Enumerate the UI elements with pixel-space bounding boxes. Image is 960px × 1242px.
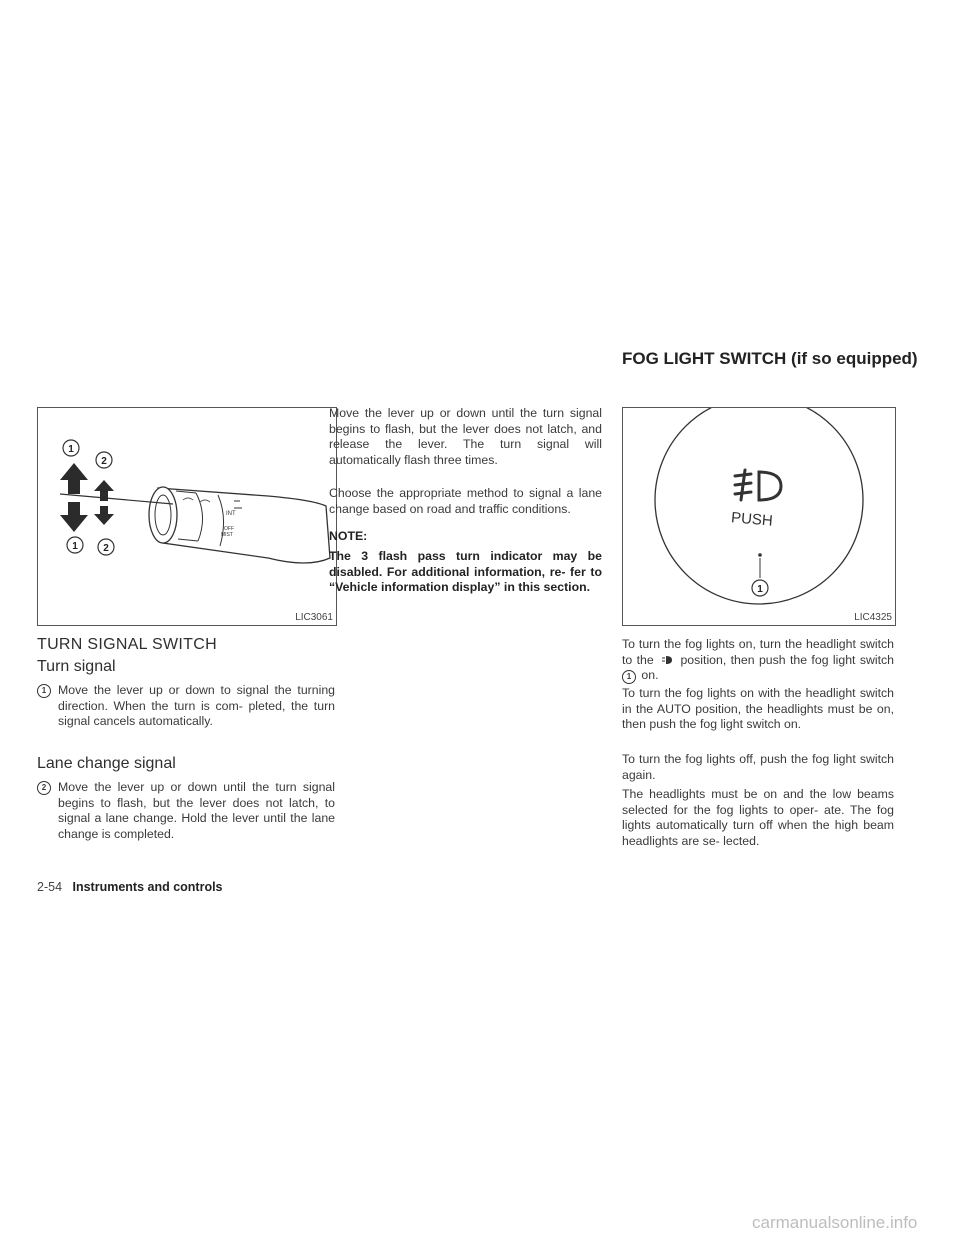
arrow-down-small-icon xyxy=(94,506,114,525)
callout-up-2: 2 xyxy=(101,456,107,467)
fog-on-paragraph xyxy=(622,637,894,684)
lane-change-item xyxy=(37,780,335,842)
fog-on-text-a: To turn the fog lights on, turn the headlight switch to the xyxy=(622,637,894,667)
section-title: FOG LIGHT SWITCH (if so equipped) xyxy=(622,349,918,368)
turn-signal-switch-heading: TURN SIGNAL SWITCH xyxy=(37,636,217,653)
lane-change-item-marker: 2 xyxy=(37,781,51,795)
mist-label: MIST xyxy=(221,532,233,538)
turn-signal-figure xyxy=(37,407,337,626)
lane-change-item-text: Move the lever up or down until the turn signal begins to flash, but the lever does not latch, to signal a lane change. Hold the lever until the lane change is completed. xyxy=(58,780,335,841)
off-label: OFF xyxy=(224,526,234,532)
page-footer xyxy=(37,878,223,896)
page-number: 2-54 xyxy=(37,880,63,894)
turn-signal-item-marker: 1 xyxy=(37,684,51,698)
arrow-down-large-icon xyxy=(60,502,88,532)
fog-off-paragraph: To turn the fog lights off, push the fog light switch again. xyxy=(622,752,894,782)
callout-fog-1: 1 xyxy=(757,584,763,595)
turn-signal-item-text: Move the lever up or down to signal the turning direction. When the turn is com- pleted, the turn signal cancels automatically. xyxy=(58,683,335,729)
turn-signal-item xyxy=(37,683,335,730)
lane-change-paragraph: Move the lever up or down until the turn signal begins to flash, but the lever does not latch, and release the lever. The turn signal will automatically flash three times. xyxy=(329,406,602,467)
callout-up-1: 1 xyxy=(68,444,74,455)
figure-code-right: LIC4325 xyxy=(854,612,892,623)
fog-light-button-illustration xyxy=(623,408,895,625)
fog-on-text-c: on. xyxy=(641,668,659,683)
turn-signal-lever-illustration xyxy=(38,408,336,625)
fog-light-figure xyxy=(622,407,896,626)
push-label: PUSH xyxy=(730,509,774,530)
note-text: The 3 flash pass turn indicator may be disabled. For additional information, re- fer to “Vehicle information display” in this section. xyxy=(329,549,602,595)
headlight-position-icon xyxy=(661,654,673,664)
fog-on-text-b: position, then push the fog light switch xyxy=(680,652,894,667)
chapter-title: Instruments and controls xyxy=(72,880,223,894)
turn-signal-subheading: Turn signal xyxy=(37,658,116,675)
fog-requirement-paragraph: The headlights must be on and the low beams selected for the fog lights to oper- ate. The fog lights automatically turn off when the high beam headlights are se- lected. xyxy=(622,787,894,848)
callout-down-2: 2 xyxy=(103,543,109,554)
watermark: carmanualsonline.info xyxy=(752,1213,918,1232)
method-paragraph: Choose the appropriate method to signal a lane change based on road and traffic conditions. xyxy=(329,486,602,516)
fog-on-marker: 1 xyxy=(622,670,636,684)
arrow-up-large-icon xyxy=(60,463,88,494)
int-label: INT xyxy=(226,511,236,517)
figure-code-left: LIC3061 xyxy=(295,612,333,623)
lane-change-subheading: Lane change signal xyxy=(37,755,176,772)
fog-auto-paragraph: To turn the fog lights on with the headlight switch in the AUTO position, the headlights must be on, then push the fog light switch on. xyxy=(622,686,894,732)
note-label: NOTE: xyxy=(329,529,368,543)
callout-down-1: 1 xyxy=(72,541,78,552)
